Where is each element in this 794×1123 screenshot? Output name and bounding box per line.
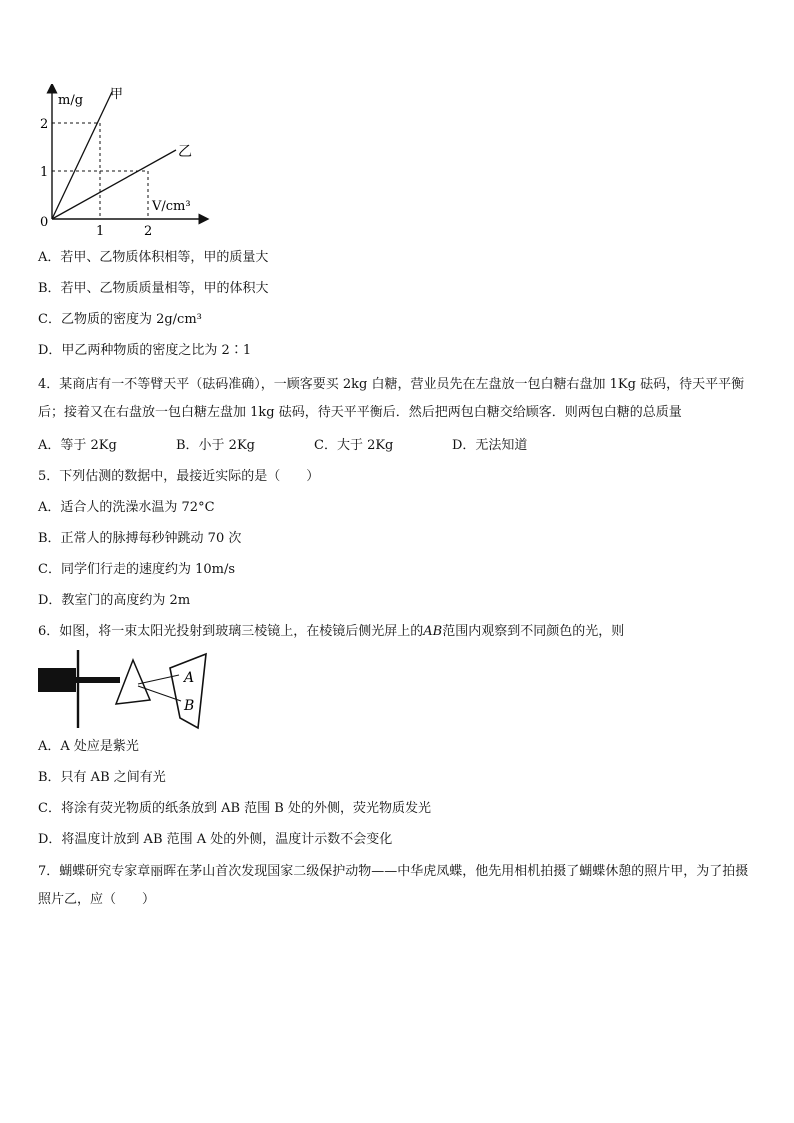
q5-option-a: A．适合人的洗澡水温为 72°C xyxy=(38,500,215,515)
q4-option-b: B．小于 2Kg xyxy=(176,438,255,453)
q4-option-d: D．无法知道 xyxy=(452,438,528,453)
y-tick-1: 1 xyxy=(40,165,49,180)
q6-stem-ab: AB xyxy=(423,624,443,639)
origin-label: 0 xyxy=(40,215,49,230)
prism-diagram xyxy=(38,648,213,730)
light-beam xyxy=(76,677,120,683)
point-a-label: A xyxy=(184,670,195,686)
y-axis-label: m/g xyxy=(58,93,84,108)
y-tick-2: 2 xyxy=(40,117,49,132)
x-tick-2: 2 xyxy=(144,224,153,238)
q3-option-b: B．若甲、乙物质质量相等，甲的体积大 xyxy=(38,281,269,296)
q3-option-c: C．乙物质的密度为 2g/cm³ xyxy=(38,312,202,327)
light-source xyxy=(38,668,76,692)
q3-option-a: A．若甲、乙物质体积相等，甲的质量大 xyxy=(38,250,269,265)
q5-option-b: B．正常人的脉搏每秒钟跳动 70 次 xyxy=(38,531,242,546)
line-jia xyxy=(52,92,112,219)
q6-option-b: B．只有 AB 之间有光 xyxy=(38,770,166,785)
q4-option-a: A．等于 2Kg xyxy=(38,438,117,453)
q7-stem: 7．蝴蝶研究专家章丽晖在茅山首次发现国家二级保护动物——中华虎凤蝶，他先用相机拍摄了蝴蝶休憩的照片甲，为了拍摄照片乙，应（ ） xyxy=(38,864,749,907)
line-yi-label: 乙 xyxy=(178,144,192,160)
x-axis-label: V/cm³ xyxy=(152,199,191,214)
q3-option-d: D．甲乙两种物质的密度之比为 2∶1 xyxy=(38,343,252,358)
q5-stem: 5．下列估测的数据中，最接近实际的是（ ） xyxy=(38,469,320,484)
q5-option-d: D．教室门的高度约为 2m xyxy=(38,593,191,608)
q6-stem-after: 范围内观察到不同颜色的光，则 xyxy=(442,624,625,639)
q5-option-c: C．同学们行走的速度约为 10m/s xyxy=(38,562,235,577)
q6-option-d: D．将温度计放到 AB 范围 A 处的外侧，温度计示数不会变化 xyxy=(38,832,393,847)
q6-stem-before: 6．如图，将一束太阳光投射到玻璃三棱镜上，在棱镜后侧光屏上的 xyxy=(38,624,424,639)
q4-stem: 4．某商店有一不等臂天平（砝码准确），一顾客要买 2kg 白糖，营业员先在左盘放一包白糖右盘加 1Kg 砝码，待天平平衡后；接着又在右盘放一包白糖左盘加 1kg 砝码，待天平平衡后．然后把两包白糖交给顾客．则两包白糖的总质量 xyxy=(38,377,745,420)
q6-option-c: C．将涂有荧光物质的纸条放到 AB 范围 B 处的外侧，荧光物质发光 xyxy=(38,801,431,816)
q6-stem xyxy=(38,623,624,641)
mass-volume-graph xyxy=(34,84,214,238)
light-screen xyxy=(170,654,206,728)
q6-option-a: A．A 处应是紫光 xyxy=(38,739,139,754)
point-b-label: B xyxy=(184,698,195,714)
q4-option-c: C．大于 2Kg xyxy=(314,438,394,453)
line-jia-label: 甲 xyxy=(110,87,124,102)
x-tick-1: 1 xyxy=(96,224,105,238)
